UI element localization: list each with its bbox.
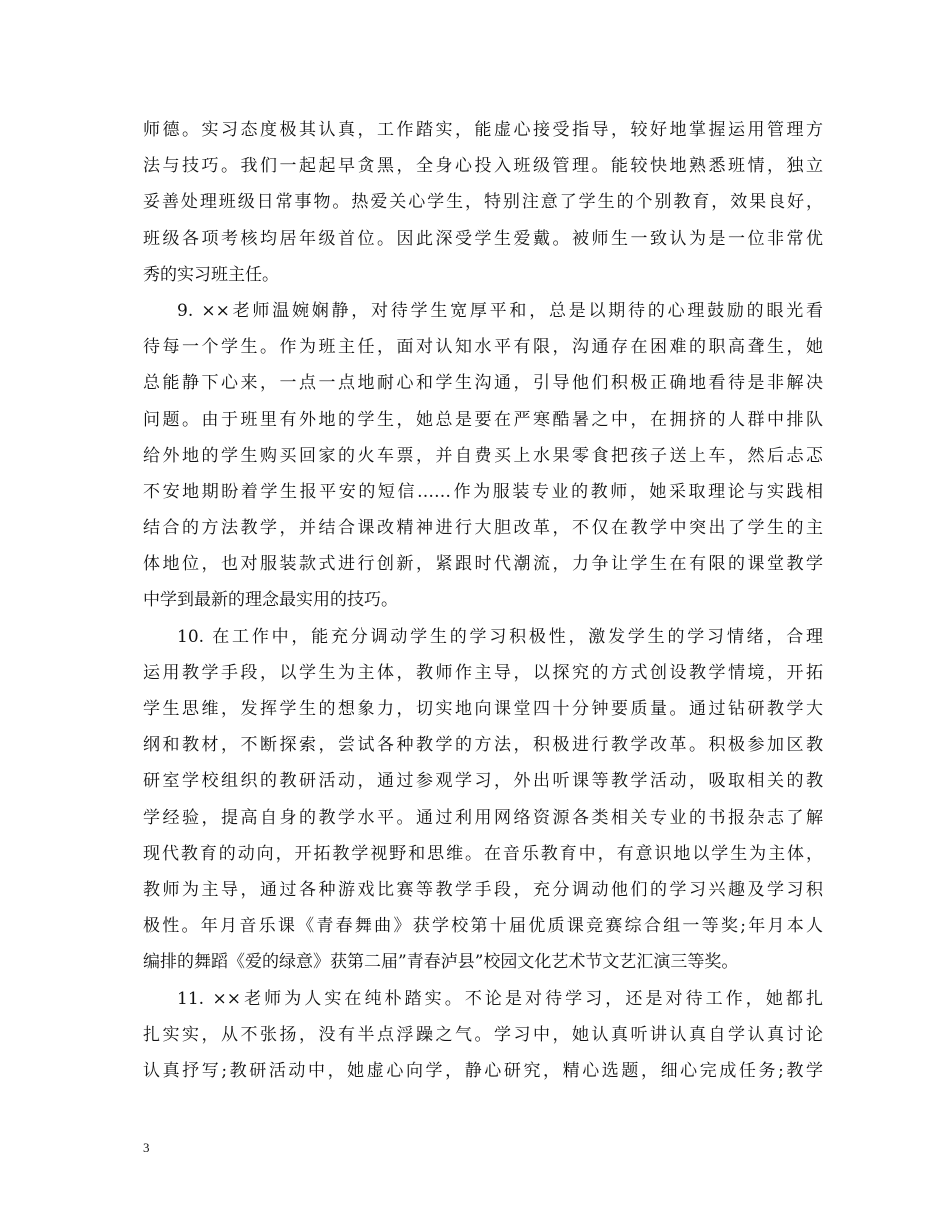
text-line: 纲和教材，不断探索，尝试各种教学的方法，积极进行教学改革。积极参加区教 xyxy=(143,735,823,756)
text-line: 10. 在工作中，能充分调动学生的学习积极性，激发学生的学习情绪，合理 xyxy=(177,626,823,647)
text-line: 9. ××老师温婉娴静，对待学生宽厚平和，总是以期待的心理鼓励的眼光看 xyxy=(177,300,823,321)
text-line: 结合的方法教学，并结合课改精神进行大胆改革，不仅在教学中突出了学生的主 xyxy=(143,518,823,539)
page-number: 3 xyxy=(143,1140,150,1155)
text-line: 教师为主导，通过各种游戏比赛等教学手段，充分调动他们的学习兴趣及学习积 xyxy=(143,879,823,900)
text-line: 秀的实习班主任。 xyxy=(143,264,279,285)
text-line: 学经验，提高自身的教学水平。通过利用网络资源各类相关专业的书报杂志了解 xyxy=(143,807,823,828)
text-line: 扎实实，从不张扬，没有半点浮躁之气。学习中，她认真听讲认真自学认真讨论 xyxy=(143,1024,823,1045)
text-line: 认真抒写;教研活动中，她虚心向学，静心研究，精心选题，细心完成任务;教学 xyxy=(143,1060,823,1081)
text-line: 给外地的学生购买回家的火车票，并自费买上水果零食把孩子送上车，然后忐忑 xyxy=(143,445,823,466)
text-line: 现代教育的动向，开拓教学视野和思维。在音乐教育中，有意识地以学生为主体， xyxy=(143,843,823,864)
text-line: 问题。由于班里有外地的学生，她总是要在严寒酷暑之中，在拥挤的人群中排队 xyxy=(143,409,823,430)
text-line: 法与技巧。我们一起起早贪黑，全身心投入班级管理。能较快地熟悉班情，独立 xyxy=(143,156,823,177)
text-line: 运用教学手段，以学生为主体，教师作主导，以探究的方式创设教学情境，开拓 xyxy=(143,662,823,683)
text-line: 师德。实习态度极其认真，工作踏实，能虚心接受指导，较好地掌握运用管理方 xyxy=(143,120,823,140)
text-line: 体地位，也对服装款式进行创新，紧跟时代潮流，力争让学生在有限的课堂教学 xyxy=(143,554,823,575)
text-line: 学生思维，发挥学生的想象力，切实地向课堂四十分钟要质量。通过钻研教学大 xyxy=(143,699,823,719)
text-line: 总能静下心来，一点一点地耐心和学生沟通，引导他们积极正确地看待是非解决 xyxy=(143,373,823,394)
text-line: 班级各项考核均居年级首位。因此深受学生爱戴。被师生一致认为是一位非常优 xyxy=(143,228,823,249)
paragraph xyxy=(143,619,823,981)
text-line: 编排的舞蹈《爱的绿意》获第二届”青春泸县”校园文化艺术节文艺汇演三等奖。 xyxy=(143,952,739,973)
text-line: 不安地期盼着学生报平安的短信……作为服装专业的教师，她采取理论与实践相 xyxy=(143,481,823,502)
text-line: 研室学校组织的教研活动，通过参观学习，外出听课等教学活动，吸取相关的教 xyxy=(143,771,823,792)
paragraph xyxy=(143,981,823,1090)
text-line: 极性。年月音乐课《青春舞曲》获学校第十届优质课竞赛综合组一等奖;年月本人 xyxy=(143,916,823,937)
paragraph xyxy=(143,293,823,619)
text-line: 11. ××老师为人实在纯朴踏实。不论是对待学习，还是对待工作，她都扎 xyxy=(177,988,823,1009)
text-line: 待每一个学生。作为班主任，面对认知水平有限，沟通存在困难的职高聋生，她 xyxy=(143,337,823,358)
paragraph xyxy=(143,112,823,293)
document-body xyxy=(143,112,823,1089)
text-line: 妥善处理班级日常事物。热爱关心学生，特别注意了学生的个别教育，效果良好， xyxy=(143,192,823,213)
text-line: 中学到最新的理念最实用的技巧。 xyxy=(143,590,398,611)
